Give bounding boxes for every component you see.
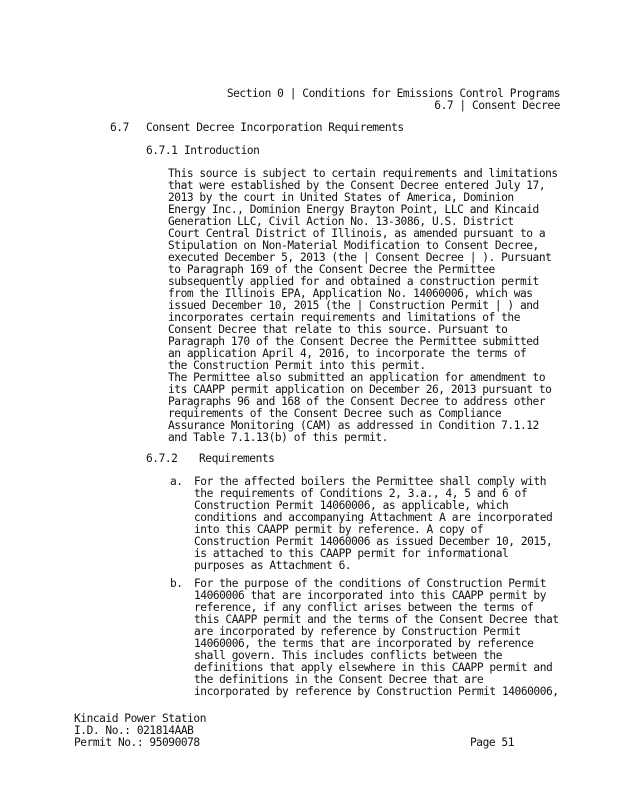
item-line: 14060006, the terms that are incorporated by reference xyxy=(194,637,534,650)
paragraph-line: 2013 by the court in United States of America, Dominion xyxy=(168,191,514,204)
item-b-label: b. xyxy=(170,577,183,590)
item-line: the requirements of Conditions 2, 3.a., 4, 5 and 6 of xyxy=(194,487,528,500)
paragraph-line: issued December 10, 2015 (the | Construction Permit | ) and xyxy=(168,299,539,312)
paragraph-line: Stipulation on Non-Material Modification to Consent Decree, xyxy=(168,239,539,252)
item-line: Construction Permit 14060006 as issued December 10, 2015, xyxy=(194,535,553,548)
paragraph-line: incorporates certain requirements and limitations of the xyxy=(168,311,520,324)
item-line: into this CAAPP permit by reference. A copy of xyxy=(194,523,484,536)
paragraph-line: requirements of the Consent Decree such as Compliance xyxy=(168,407,502,420)
paragraph-line: Paragraphs 96 and 168 of the Consent Decree to address other xyxy=(168,395,546,408)
paragraph-line: Consent Decree that relate to this source. Pursuant to xyxy=(168,323,508,336)
footer-station: Kincaid Power Station xyxy=(74,712,206,725)
paragraph-line: to Paragraph 169 of the Consent Decree the Permittee xyxy=(168,263,495,276)
item-a-text xyxy=(194,476,552,572)
paragraph-line: from the Illinois EPA, Application No. 14060006, which was xyxy=(168,287,533,300)
paragraph-line: and Table 7.1.13(b) of this permit. xyxy=(168,431,388,444)
paragraph-line: Energy Inc., Dominion Energy Brayton Point, LLC and Kincaid xyxy=(168,203,539,216)
intro-paragraph-2 xyxy=(168,372,551,444)
section-title: Consent Decree Incorporation Requirements xyxy=(146,121,404,134)
footer-permit: Permit No.: 95090078 xyxy=(74,736,200,749)
intro-paragraph-1 xyxy=(168,168,558,372)
item-line: reference, if any conflict arises between the terms of xyxy=(194,601,534,614)
paragraph-line: Paragraph 170 of the Consent Decree the Permittee submitted xyxy=(168,335,539,348)
subsection-2-title: Requirements xyxy=(199,452,275,465)
item-line: this CAAPP permit and the terms of the Consent Decree that xyxy=(194,613,559,626)
item-line: Construction Permit 14060006, as applicable, which xyxy=(194,499,509,512)
paragraph-line: an application April 4, 2016, to incorporate the terms of xyxy=(168,347,527,360)
paragraph-line: The Permittee also submitted an application for amendment to xyxy=(168,371,546,384)
paragraph-line: Assurance Monitoring (CAM) as addressed in Condition 7.1.12 xyxy=(168,419,539,432)
paragraph-line: Generation LLC, Civil Action No. 13-3086, U.S. District xyxy=(168,215,514,228)
paragraph-line: executed December 5, 2013 (the | Consent Decree | ). Pursuant xyxy=(168,251,552,264)
item-line: the definitions in the Consent Decree that are xyxy=(194,673,484,686)
subsection-1-title: Introduction xyxy=(184,144,260,157)
paragraph-line: the Construction Permit into this permit. xyxy=(168,359,426,372)
item-line: conditions and accompanying Attachment A are incorporated xyxy=(194,511,553,524)
item-line: definitions that apply elsewhere in this CAAPP permit and xyxy=(194,661,553,674)
header-line-1: Section 0 | Conditions for Emissions Control Programs xyxy=(226,87,560,100)
subsection-1-number: 6.7.1 xyxy=(146,144,178,157)
item-line: incorporated by reference by Construction Permit 14060006, xyxy=(194,685,559,698)
header-line-2: 6.7 | Consent Decree xyxy=(434,99,560,112)
item-line: purposes as Attachment 6. xyxy=(194,559,352,572)
footer-id: I.D. No.: 021814AAB xyxy=(74,724,194,737)
item-line: is attached to this CAAPP permit for informational xyxy=(194,547,509,560)
paragraph-line: subsequently applied for and obtained a construction permit xyxy=(168,275,539,288)
item-a-label: a. xyxy=(170,475,183,488)
section-number: 6.7 xyxy=(110,121,129,134)
paragraph-line: This source is subject to certain requirements and limitations xyxy=(168,167,558,180)
item-b-text xyxy=(194,578,559,698)
item-line: For the affected boilers the Permittee shall comply with xyxy=(194,475,546,488)
item-line: are incorporated by reference by Construction Permit xyxy=(194,625,521,638)
paragraph-line: Court Central District of Illinois, as amended pursuant to a xyxy=(168,227,546,240)
item-line: 14060006 that are incorporated into this CAAPP permit by xyxy=(194,589,546,602)
paragraph-line: that were established by the Consent Decree entered July 17, xyxy=(168,179,546,192)
subsection-2-number: 6.7.2 xyxy=(146,452,178,465)
footer-info xyxy=(74,713,206,749)
page-number: Page 51 xyxy=(470,736,514,749)
item-line: For the purpose of the conditions of Construction Permit xyxy=(194,577,546,590)
item-line: shall govern. This includes conflicts between the xyxy=(194,649,502,662)
paragraph-line: its CAAPP permit application on December 26, 2013 pursuant to xyxy=(168,383,552,396)
